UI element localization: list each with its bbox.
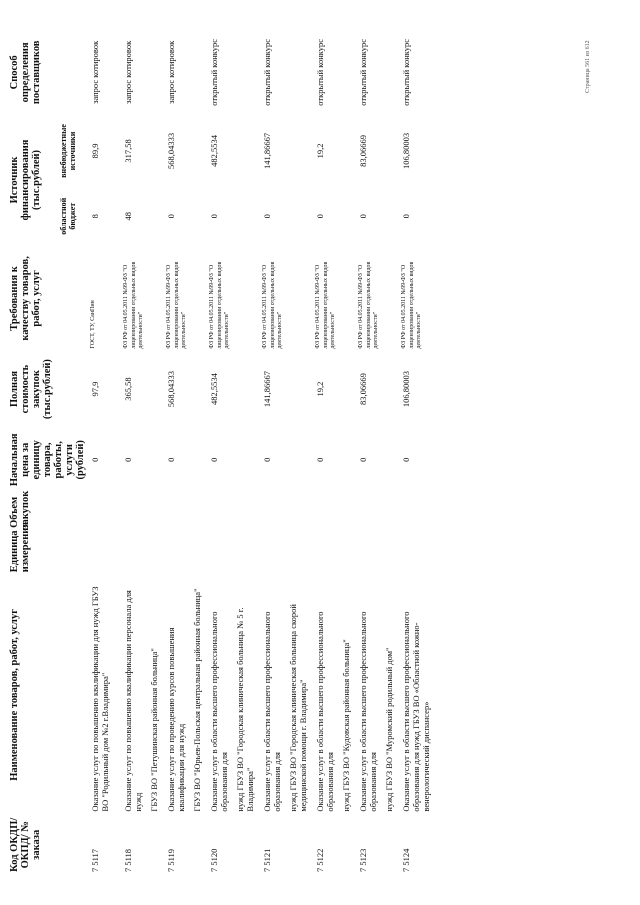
cell-code: 7 5117: [90, 848, 100, 872]
header-funding-extra: внебюджетные источники: [59, 124, 78, 178]
cell-code: 7 5123: [358, 848, 368, 872]
procurement-table: [8, 30, 441, 875]
header-code: Код ОКДП/ ОКПД/ № заказа: [9, 817, 42, 872]
cell-extra: 19,2: [315, 143, 325, 159]
cell-regional: 0: [262, 214, 272, 219]
cell-method: открытый конкурс: [209, 38, 219, 106]
header-method: Способ определения поставщиков: [9, 40, 42, 105]
cell-requirements: ФЗ РФ от 04.05.2011 №99-ФЗ "О лицензировании отдельных видов деятельности": [166, 261, 187, 349]
header-price: Начальная цена за единицу товара, работы, услуги (рублей): [9, 433, 86, 487]
cell-name: Оказание услуг в области высшего профессионального образования для нужд ГБУЗ ВО "Кудовская районная больница": [315, 611, 351, 812]
cell-total: 482,5534: [209, 373, 219, 406]
cell-regional: 0: [401, 214, 411, 219]
header-requirements: Требования к качеству товаров, работ, услуг: [9, 256, 42, 341]
cell-price: 0: [90, 457, 100, 462]
cell-method: открытый конкурс: [262, 38, 272, 106]
cell-requirements: ФЗ РФ от 04.05.2011 №99-ФЗ "О лицензировании отдельных видов деятельности": [315, 261, 336, 349]
cell-name: Оказание услуг по повышению квалификации для нужд ГБУЗ ВО "Родильный дом №2 г.Владимира": [90, 586, 110, 812]
cell-code: 7 5124: [401, 848, 411, 872]
cell-extra: 317,58: [123, 139, 133, 163]
table-row: [87, 30, 120, 875]
cell-regional: 0: [358, 214, 368, 219]
table-header-row: [8, 30, 58, 875]
cell-price: 0: [262, 457, 272, 462]
cell-requirements: ФЗ РФ от 04.05.2011 №99-ФЗ "О лицензировании отдельных видов деятельности": [401, 261, 422, 349]
cell-total: 365,58: [123, 377, 133, 401]
table-row: [355, 30, 398, 875]
cell-requirements: ФЗ РФ от 04.05.2011 №99-ФЗ "О лицензировании отдельных видов деятельности": [358, 261, 379, 349]
cell-total: 106,80003: [401, 371, 411, 408]
cell-method: открытый конкурс: [315, 38, 325, 106]
cell-requirements: ФЗ РФ от 04.05.2011 №99-ФЗ "О лицензировании отдельных видов деятельности": [209, 261, 230, 349]
header-name: Наименование товаров, работ, услуг: [9, 609, 20, 781]
cell-code: 7 5119: [166, 848, 176, 872]
cell-price: 0: [401, 457, 411, 462]
cell-regional: 8: [90, 214, 100, 219]
cell-total: 568,04333: [166, 371, 176, 408]
cell-requirements: ФЗ РФ от 04.05.2011 №99-ФЗ "О лицензировании отдельных видов деятельности": [262, 261, 283, 349]
table-row: [259, 30, 312, 875]
cell-method: открытый конкурс: [358, 38, 368, 106]
table-row: [398, 30, 441, 875]
cell-price: 0: [209, 457, 219, 462]
header-unit: Единица измерения: [9, 522, 31, 573]
cell-code: 7 5120: [209, 848, 219, 872]
cell-total: 97,9: [90, 381, 100, 397]
cell-total: 83,06669: [358, 373, 368, 406]
cell-regional: 48: [123, 211, 133, 221]
cell-code: 7 5121: [262, 848, 272, 872]
cell-extra: 482,5534: [209, 135, 219, 167]
cell-regional: 0: [315, 214, 325, 219]
table-row: [120, 30, 163, 875]
cell-code: 7 5118: [123, 848, 133, 872]
cell-price: 0: [123, 457, 133, 462]
cell-extra: 141,86667: [262, 132, 272, 170]
cell-extra: 568,04333: [166, 132, 176, 170]
cell-name: Оказание услуг в области высшего профессионального образования для нужд ГБУЗ ВО «Областной кожно-венерологический диспансер»: [401, 611, 431, 812]
page-number-stamp: Страница 561 из 612: [585, 40, 591, 93]
cell-requirements: ФЗ РФ от 04.05.2011 №99-ФЗ "О лицензировании отдельных видов деятельности": [123, 261, 144, 349]
table-row: [163, 30, 206, 875]
cell-name: Оказание услуг в области высшего профессионального образования для нужд ГБУЗ ВО "Городская клиническая больница скорой медицинской помощи г. Владимира": [262, 604, 308, 812]
table-row: [206, 30, 259, 875]
cell-method: запрос котировок: [166, 40, 176, 104]
cell-requirements: ГОСТ, ТУ, СанПин: [90, 300, 96, 349]
cell-name: Оказание услуг по повышению квалификации персонала для нужд ГБУЗ ВО "Петушинская районная больница": [123, 590, 159, 812]
cell-extra: 106,80003: [401, 132, 411, 170]
cell-price: 0: [315, 457, 325, 462]
cell-name: Оказание услуг в области высшего профессионального образования для нужд ГБУЗ ВО "Городская клиническая больница № 5 г. Владимира": [209, 607, 255, 812]
cell-total: 141,86667: [262, 371, 272, 408]
cell-price: 0: [166, 457, 176, 462]
cell-name: Оказание услуг в области высшего профессионального образования для нужд ГБУЗ ВО "Муромский родильный дом": [358, 611, 394, 812]
cell-method: открытый конкурс: [401, 38, 411, 106]
header-total: Полная стоимость закупок (тыс.рублей): [9, 359, 53, 420]
header-volume: Объем закупок: [9, 490, 31, 529]
cell-method: запрос котировок: [123, 40, 133, 104]
cell-extra: 83,06669: [358, 135, 368, 167]
cell-code: 7 5122: [315, 848, 325, 872]
header-funding-regional: областной бюджет: [59, 197, 78, 235]
cell-regional: 0: [209, 214, 219, 219]
cell-total: 19,2: [315, 381, 325, 397]
cell-method: запрос котировок: [90, 40, 100, 104]
header-funding: Источник финансирования (тыс.рублей): [9, 139, 42, 221]
cell-extra: 89,9: [90, 143, 100, 159]
table-row: [312, 30, 355, 875]
cell-name: Оказание услуг по проведению курсов повышения квалификации для нужд ГБУЗ ВО "Юрьев-Польская центральная районная больница": [166, 588, 202, 812]
cell-regional: 0: [166, 214, 176, 219]
cell-price: 0: [358, 457, 368, 462]
